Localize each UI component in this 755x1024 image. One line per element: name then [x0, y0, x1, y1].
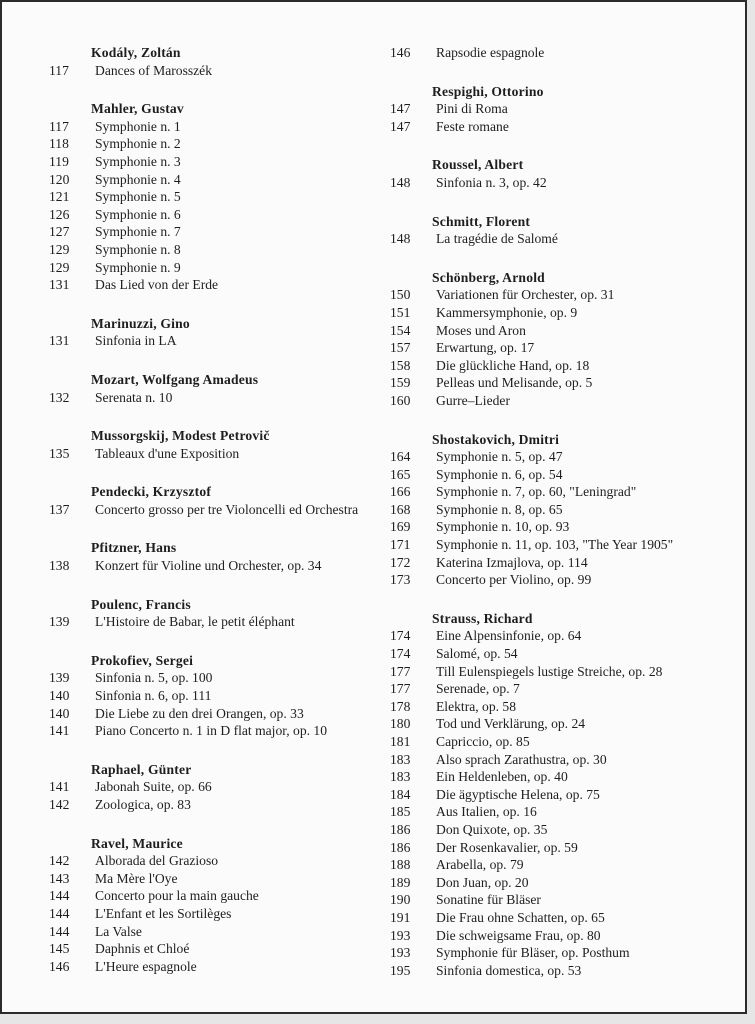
work-title: Don Quixote, op. 35 [436, 821, 548, 837]
composer-heading: Raphael, Günter [91, 761, 192, 777]
work-row [390, 448, 731, 466]
page-number: 181 [390, 734, 411, 749]
column-right [390, 44, 731, 979]
work-row [49, 870, 390, 888]
composer-heading: Marinuzzi, Gino [91, 315, 190, 331]
work-row [390, 663, 731, 681]
page-number: 186 [390, 839, 411, 855]
composer-section [49, 761, 390, 814]
work-title: Jabonah Suite, op. 66 [95, 779, 212, 795]
work-title: Symphonie n. 9 [95, 259, 181, 275]
page-number: 147 [390, 118, 411, 134]
page-number: 144 [49, 923, 70, 939]
work-title: Symphonie n. 2 [95, 136, 181, 152]
work-title: Pelleas und Melisande, op. 5 [436, 375, 593, 391]
work-title: Till Eulenspiegels lustige Streiche, op. 28 [436, 663, 663, 679]
work-row [390, 839, 731, 857]
work-row [390, 891, 731, 909]
page-number: 129 [49, 259, 70, 275]
work-row [390, 909, 731, 927]
work-row [49, 135, 390, 153]
composer-heading: Schmitt, Florent [432, 213, 531, 229]
index-content [2, 2, 745, 979]
page-number: 177 [390, 681, 411, 697]
page-number: 174 [390, 628, 411, 644]
composer-section [49, 835, 390, 976]
page-number: 171 [390, 537, 411, 553]
page-number: 148 [390, 231, 411, 247]
work-title: Ein Heldenleben, op. 40 [436, 769, 568, 785]
work-title: Symphonie n. 5 [95, 189, 181, 205]
work-row [49, 501, 390, 519]
work-title: Symphonie n. 6, op. 54 [436, 466, 563, 482]
composer-heading: Mussorgskij, Modest Petrovič [91, 428, 270, 444]
work-row [390, 874, 731, 892]
work-row [49, 887, 390, 905]
work-title: Sinfonia domestica, op. 53 [436, 962, 582, 978]
work-title: Sinfonia in LA [95, 333, 177, 349]
work-row [390, 786, 731, 804]
work-title: Die ägyptische Helena, op. 75 [436, 786, 600, 802]
page-number: 174 [390, 646, 411, 662]
composer-section [390, 431, 731, 589]
page-number: 142 [49, 797, 70, 812]
page-number: 140 [49, 705, 70, 721]
composer-heading: Prokofiev, Sergei [91, 652, 194, 668]
page-number: 193 [390, 927, 411, 943]
work-row [390, 927, 731, 945]
page-number: 139 [49, 670, 70, 686]
composer-section [390, 610, 731, 979]
work-title: Also sprach Zarathustra, op. 30 [436, 751, 607, 767]
page-number: 177 [390, 663, 411, 679]
page-number: 166 [390, 484, 411, 500]
work-row [390, 339, 731, 357]
page-number: 117 [49, 118, 69, 134]
composer-section [49, 315, 390, 350]
work-title: Daphnis et Chloé [95, 941, 190, 957]
work-title: Capriccio, op. 85 [436, 734, 530, 749]
work-row [390, 304, 731, 322]
work-title: Concerto pour la main gauche [95, 888, 259, 904]
page-number: 144 [49, 888, 70, 904]
work-title: L'Histoire de Babar, le petit éléphant [95, 614, 295, 630]
work-row [49, 206, 390, 224]
work-title: Aus Italien, op. 16 [436, 804, 537, 820]
page-number: 195 [390, 962, 411, 978]
composer-heading: Pendecki, Krzysztof [91, 484, 212, 500]
work-row [390, 627, 731, 645]
work-title: L'Heure espagnole [95, 958, 197, 974]
page-number: 189 [390, 874, 411, 890]
work-row [390, 466, 731, 484]
page-number: 132 [49, 389, 70, 405]
composer-heading: Mahler, Gustav [91, 101, 184, 117]
work-row [49, 778, 390, 796]
work-row [390, 680, 731, 698]
work-title: Moses und Aron [436, 322, 526, 338]
page-number: 126 [49, 206, 70, 222]
work-title: Sinfonia n. 6, op. 111 [95, 688, 212, 704]
work-title: Symphonie n. 6 [95, 206, 181, 222]
page-number: 143 [49, 870, 70, 886]
work-row [49, 188, 390, 206]
page-number: 146 [49, 958, 70, 974]
work-title: La Valse [95, 923, 142, 939]
composer-section [49, 371, 390, 406]
page-number: 138 [49, 558, 70, 574]
composer-heading: Strauss, Richard [432, 610, 533, 626]
work-row [49, 332, 390, 350]
page-number: 129 [49, 241, 70, 257]
work-row [49, 259, 390, 277]
work-row [49, 958, 390, 976]
work-row [390, 733, 731, 751]
page-number: 184 [390, 786, 411, 802]
work-row [49, 171, 390, 189]
page-number: 127 [49, 224, 70, 240]
page-number: 193 [390, 945, 411, 961]
work-row [390, 536, 731, 554]
work-row [49, 118, 390, 136]
work-title: Symphonie n. 1 [95, 118, 181, 134]
page-number: 146 [390, 45, 411, 60]
work-title: Don Juan, op. 20 [436, 874, 529, 890]
composer-section [49, 539, 390, 574]
work-title: Sonatine für Bläser [436, 892, 541, 908]
work-title: Concerto grosso per tre Violoncelli ed Orchestra [95, 501, 359, 517]
page-number: 140 [49, 688, 70, 704]
page-number: 154 [390, 322, 411, 338]
page-number: 148 [390, 174, 411, 190]
work-title: Gurre–Lieder [436, 392, 510, 408]
page-number: 190 [390, 892, 411, 908]
work-row [49, 223, 390, 241]
page-number: 120 [49, 171, 70, 187]
work-title: Piano Concerto n. 1 in D flat major, op. 10 [95, 723, 328, 739]
page-number: 142 [49, 853, 70, 869]
work-row [390, 856, 731, 874]
work-title: Concerto per Violino, op. 99 [436, 572, 592, 588]
page-number: 135 [49, 445, 70, 461]
composer-section [390, 83, 731, 136]
work-title: Erwartung, op. 17 [436, 340, 535, 356]
work-title: Sinfonia n. 3, op. 42 [436, 174, 547, 190]
work-row [390, 803, 731, 821]
page-number: 131 [49, 333, 70, 349]
work-row [390, 100, 731, 118]
work-title: Eine Alpensinfonie, op. 64 [436, 628, 582, 644]
work-row [390, 230, 731, 248]
work-row [49, 923, 390, 941]
work-title: Symphonie n. 8 [95, 241, 181, 257]
page-number: 150 [390, 287, 411, 303]
work-title: Symphonie n. 5, op. 47 [436, 449, 563, 465]
page-number: 188 [390, 857, 411, 873]
page-number: 164 [390, 449, 411, 465]
work-title: Dances of Marosszék [95, 62, 213, 78]
work-title: Ma Mère l'Oye [95, 870, 178, 886]
work-row [390, 118, 731, 136]
work-row [390, 44, 731, 62]
work-title: La tragédie de Salomé [436, 231, 558, 247]
work-row [390, 374, 731, 392]
page-number: 145 [49, 941, 70, 957]
work-row [390, 645, 731, 663]
composer-heading: Kodály, Zoltán [91, 45, 181, 60]
page-number: 180 [390, 716, 411, 732]
page-number: 165 [390, 466, 411, 482]
work-title: Serenata n. 10 [95, 389, 173, 405]
page-number: 151 [390, 304, 411, 320]
work-title: Symphonie n. 8, op. 65 [436, 501, 563, 517]
work-row [390, 518, 731, 536]
composer-heading: Poulenc, Francis [91, 596, 191, 612]
work-row [390, 571, 731, 589]
work-row [49, 705, 390, 723]
composer-heading: Shostakovich, Dmitri [432, 431, 560, 447]
page-number: 121 [49, 189, 70, 205]
page-number: 119 [49, 153, 69, 169]
work-title: Tableaux d'une Exposition [95, 445, 240, 461]
composer-section [390, 156, 731, 191]
work-title: Konzert für Violine und Orchester, op. 34 [95, 558, 322, 574]
page-number: 186 [390, 821, 411, 837]
work-title: Rapsodie espagnole [436, 45, 545, 60]
page-number: 160 [390, 392, 411, 408]
work-title: Die schweigsame Frau, op. 80 [436, 927, 601, 943]
work-row [49, 276, 390, 294]
work-title: Der Rosenkavalier, op. 59 [436, 839, 578, 855]
composer-heading: Respighi, Ottorino [432, 83, 544, 99]
work-row [390, 751, 731, 769]
composer-section [49, 44, 390, 79]
work-row [390, 698, 731, 716]
work-row [49, 940, 390, 958]
page-number: 183 [390, 769, 411, 785]
composer-section [49, 483, 390, 518]
work-row [49, 796, 390, 814]
page-number: 131 [49, 277, 70, 293]
work-title: Die glückliche Hand, op. 18 [436, 357, 590, 373]
work-row [49, 852, 390, 870]
composer-section [390, 213, 731, 248]
page-number: 147 [390, 101, 411, 117]
page-number: 144 [49, 905, 70, 921]
composer-section [390, 44, 731, 62]
composer-section [49, 100, 390, 294]
work-title: Tod und Verklärung, op. 24 [436, 716, 586, 732]
work-title: Pini di Roma [436, 101, 508, 117]
work-row [49, 687, 390, 705]
work-title: Das Lied von der Erde [95, 277, 219, 293]
page-number: 172 [390, 554, 411, 570]
work-title: Symphonie n. 11, op. 103, "The Year 1905" [436, 537, 674, 553]
page-number: 183 [390, 751, 411, 767]
work-row [390, 322, 731, 340]
work-row [390, 962, 731, 980]
work-title: Katerina Izmajlova, op. 114 [436, 554, 588, 570]
work-row [390, 392, 731, 410]
composer-heading: Roussel, Albert [432, 157, 524, 173]
work-title: Die Frau ohne Schatten, op. 65 [436, 909, 605, 925]
work-title: Kammersymphonie, op. 9 [436, 304, 578, 320]
column-left [49, 44, 390, 979]
work-title: Zoologica, op. 83 [95, 797, 191, 812]
work-title: Symphonie n. 3 [95, 153, 181, 169]
work-title: Feste romane [436, 118, 509, 134]
work-row [390, 944, 731, 962]
page-number: 191 [390, 909, 411, 925]
work-title: Symphonie n. 7, op. 60, "Leningrad" [436, 484, 637, 500]
page-number: 158 [390, 357, 411, 373]
page-number: 157 [390, 340, 411, 356]
composer-heading: Schönberg, Arnold [432, 269, 545, 285]
work-row [49, 669, 390, 687]
work-row [49, 613, 390, 631]
work-title: Symphonie n. 10, op. 93 [436, 519, 570, 535]
work-row [390, 715, 731, 733]
page-number: 139 [49, 614, 70, 630]
work-row [49, 722, 390, 740]
work-row [390, 174, 731, 192]
work-row [49, 557, 390, 575]
page-number: 117 [49, 62, 69, 78]
work-row [390, 768, 731, 786]
work-title: Die Liebe zu den drei Orangen, op. 33 [95, 705, 304, 721]
composer-section [49, 596, 390, 631]
work-row [49, 62, 390, 80]
page-number: 178 [390, 698, 411, 714]
work-row [390, 357, 731, 375]
work-row [390, 554, 731, 572]
work-row [49, 445, 390, 463]
composer-heading: Ravel, Maurice [91, 835, 183, 851]
page-number: 169 [390, 519, 411, 535]
work-title: Arabella, op. 79 [436, 857, 524, 873]
work-title: Alborada del Grazioso [95, 853, 219, 869]
work-title: Symphonie n. 4 [95, 171, 181, 187]
composer-heading: Pfitzner, Hans [91, 540, 177, 556]
work-title: Serenade, op. 7 [436, 681, 520, 697]
page-number: 185 [390, 804, 411, 820]
work-title: Symphonie für Bläser, op. Posthum [436, 945, 630, 961]
work-row [49, 153, 390, 171]
work-title: Salomé, op. 54 [436, 646, 518, 662]
work-row [390, 501, 731, 519]
work-title: Sinfonia n. 5, op. 100 [95, 670, 213, 686]
page-number: 159 [390, 375, 411, 391]
work-row [390, 821, 731, 839]
page-number: 137 [49, 501, 70, 517]
page-number: 168 [390, 501, 411, 517]
work-row [390, 286, 731, 304]
work-title: Symphonie n. 7 [95, 224, 181, 240]
composer-section [390, 269, 731, 410]
work-title: Elektra, op. 58 [436, 698, 517, 714]
page-number: 141 [49, 779, 70, 795]
work-row [390, 483, 731, 501]
composer-heading: Mozart, Wolfgang Amadeus [91, 371, 259, 387]
work-row [49, 905, 390, 923]
composer-section [49, 427, 390, 462]
page-number: 141 [49, 723, 70, 739]
work-row [49, 389, 390, 407]
work-title: Variationen für Orchester, op. 31 [436, 287, 615, 303]
composer-section [49, 652, 390, 740]
page-number: 173 [390, 572, 411, 588]
work-row [49, 241, 390, 259]
page-number: 118 [49, 136, 69, 152]
work-title: L'Enfant et les Sortilèges [95, 905, 232, 921]
